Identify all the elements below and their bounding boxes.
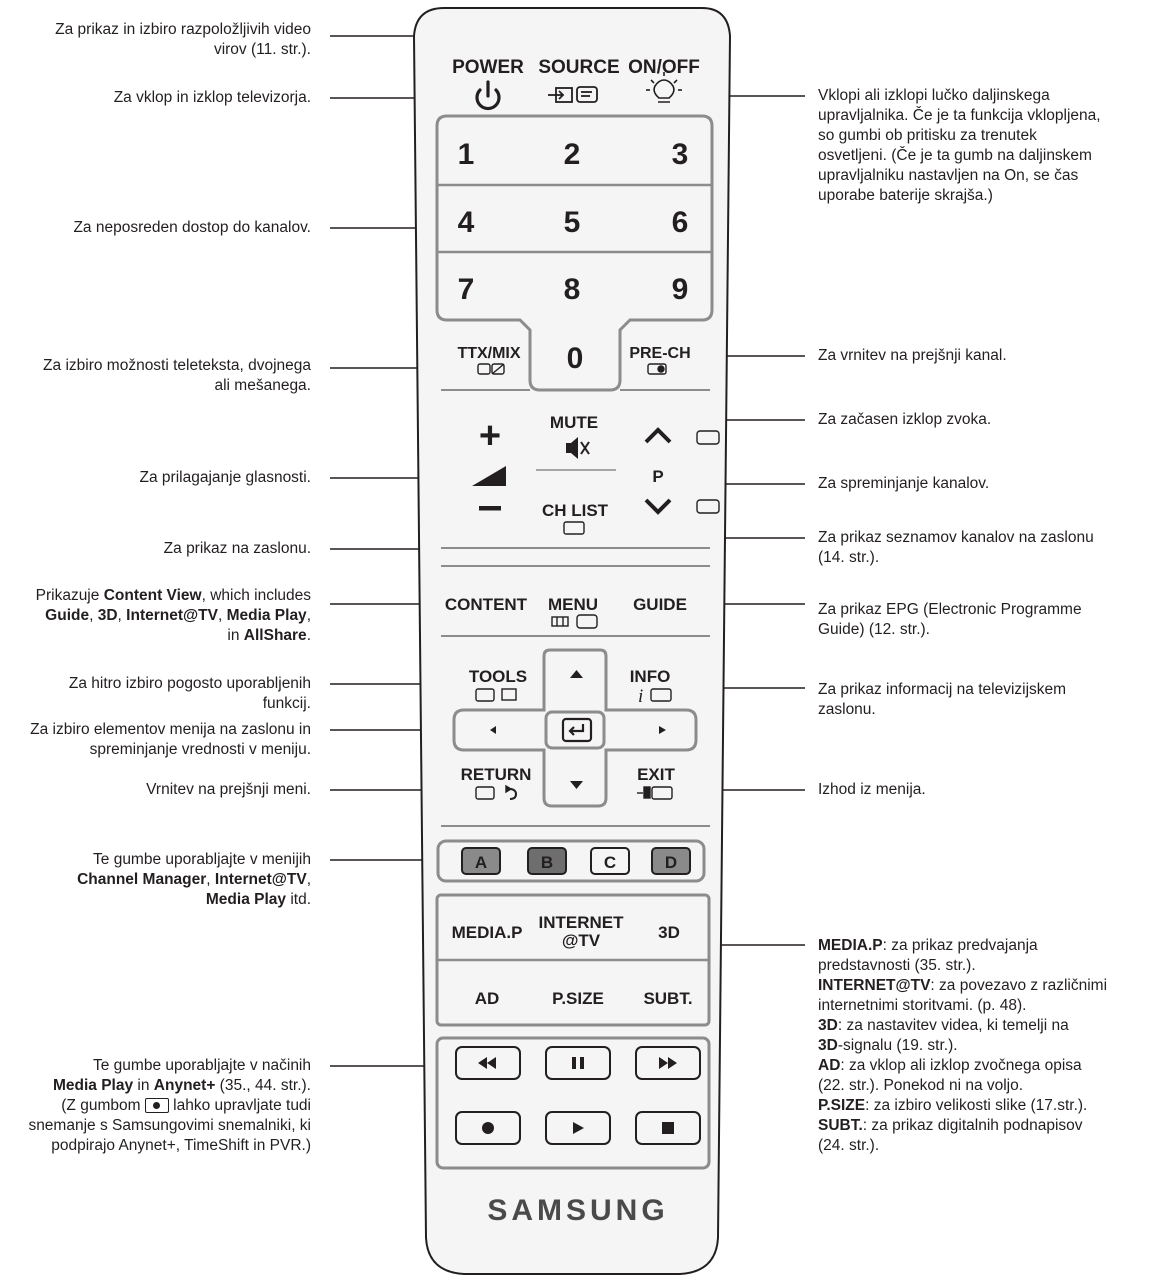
guide-button[interactable]: GUIDE	[633, 595, 687, 614]
content-button[interactable]: CONTENT	[444, 595, 528, 614]
ttx-mix-button[interactable]: TTX/MIX	[457, 345, 521, 362]
digit-0-button[interactable]: 0	[566, 342, 584, 375]
digit-3-button[interactable]: 3	[671, 138, 689, 171]
note-tools	[69, 674, 311, 714]
stop-icon	[662, 1122, 674, 1134]
note-info	[818, 680, 1066, 720]
color-button-d-label: D	[664, 853, 678, 872]
note-onoff-line2: upravljalnika. Če je ta funkcija vklopljena,	[818, 107, 1101, 124]
pre-ch-button[interactable]: PRE-CH	[629, 345, 691, 362]
note-media-buttons	[818, 936, 1148, 1156]
pause-button[interactable]	[546, 1047, 610, 1079]
note-ttx-line2: ali mešanega.	[214, 377, 311, 394]
note-source	[55, 20, 311, 60]
remote-body	[414, 8, 730, 1274]
volume-down-button[interactable]	[479, 506, 501, 511]
note-source-line1: Za prikaz in izbiro razpoložljivih video	[55, 21, 311, 38]
note-onoff-line6: uporabe baterije skrajša.)	[818, 187, 993, 204]
source-label: SOURCE	[538, 57, 620, 78]
note-media-buttons-line1: MEDIA.P: za prikaz predvajanja	[818, 937, 1038, 954]
note-power: Za vklop in izklop televizorja.	[113, 89, 311, 106]
internet-button-line2[interactable]: @TV	[561, 931, 601, 950]
3d-button[interactable]: 3D	[658, 923, 680, 942]
digit-5-button[interactable]: 5	[563, 206, 581, 239]
note-tools-line2: funkcij.	[262, 695, 311, 712]
note-color	[77, 850, 311, 910]
note-prech: Za vrnitev na prejšnji kanal.	[818, 347, 1007, 364]
info-button[interactable]: INFO	[629, 667, 671, 686]
note-media-line3: (Z gumbom lahko upravljate tudi	[61, 1097, 311, 1114]
color-button-c-label: C	[603, 853, 617, 872]
digit-8-button[interactable]: 8	[563, 273, 581, 306]
note-media-line5: podpirajo Anynet+, TimeShift in PVR.)	[51, 1137, 311, 1154]
color-button-b-label: B	[540, 853, 554, 872]
record-inline-icon	[145, 1098, 169, 1113]
note-media-buttons-line8: (22. str.). Ponekod ni na voljo.	[818, 1077, 1024, 1094]
note-guide	[818, 600, 1082, 640]
power-label: POWER	[452, 57, 524, 78]
note-volume: Za prilagajanje glasnosti.	[139, 469, 311, 486]
internet-button-line1[interactable]: INTERNET	[538, 913, 624, 932]
ch-list-button[interactable]: CH LIST	[541, 501, 609, 520]
p-size-button[interactable]: P.SIZE	[552, 989, 604, 1008]
note-media-buttons-line4: internetnimi storitvami. (p. 48).	[818, 997, 1027, 1014]
note-media	[28, 1056, 311, 1156]
note-onoff-line3: so gumbi ob pritisku za trenutek	[818, 127, 1037, 144]
note-ttx-line1: Za izbiro možnosti teleteksta, dvojnega	[43, 357, 311, 374]
digit-4-button[interactable]: 4	[457, 206, 475, 239]
note-source-line2: virov (11. str.).	[213, 41, 311, 58]
note-media-buttons-line2: predstavnosti (35. str.).	[818, 957, 976, 974]
note-content-line2: Guide, 3D, Internet@TV, Media Play,	[45, 607, 311, 624]
menu-button[interactable]: MENU	[547, 595, 599, 614]
samsung-logo: SAMSUNG	[487, 1194, 669, 1227]
note-content-line1: Prikazuje Content View, which includes	[35, 587, 311, 604]
digit-6-button[interactable]: 6	[671, 206, 689, 239]
note-media-line2: Media Play in Anynet+ (35., 44. str.).	[52, 1077, 311, 1094]
note-ttx	[43, 356, 311, 396]
note-menu: Za prikaz na zaslonu.	[163, 540, 311, 557]
note-onoff-line4: osvetljeni. (Če je ta gumb na daljinskem	[818, 147, 1092, 164]
tools-button[interactable]: TOOLS	[468, 667, 528, 686]
note-color-line2: Channel Manager, Internet@TV,	[77, 871, 311, 888]
note-content-line3: in AllShare.	[227, 627, 311, 644]
digit-9-button[interactable]: 9	[671, 273, 689, 306]
note-media-line4: snemanje s Samsungovimi snemalniki, ki	[28, 1117, 311, 1134]
mute-button[interactable]: MUTE	[549, 413, 599, 432]
note-media-buttons-line3: INTERNET@TV: za povezavo z različnimi	[818, 977, 1108, 994]
note-exit: Izhod iz menija.	[818, 781, 926, 798]
note-media-buttons-line6: 3D-signalu (19. str.).	[818, 1037, 958, 1054]
note-arrows-line1: Za izbiro elementov menija na zaslonu in	[30, 721, 311, 738]
note-chlist-line2: (14. str.).	[818, 549, 880, 566]
volume-up-button[interactable]: +	[478, 415, 502, 457]
exit-button[interactable]: EXIT	[637, 765, 675, 784]
note-tools-line1: Za hitro izbiro pogosto uporabljenih	[68, 675, 311, 692]
note-media-line1: Te gumbe uporabljajte v načinih	[93, 1057, 311, 1074]
note-color-line1: Te gumbe uporabljajte v menijih	[93, 851, 311, 868]
note-media-buttons-line5: 3D: za nastavitev videa, ki temelji na	[818, 1017, 1069, 1034]
digit-1-button[interactable]: 1	[457, 138, 475, 171]
media-p-button[interactable]: MEDIA.P	[451, 923, 523, 942]
ad-button[interactable]: AD	[474, 989, 500, 1008]
note-media-buttons-line7: AD: za vklop ali izklop zvočnega opisa	[818, 1057, 1082, 1074]
note-digits: Za neposreden dostop do kanalov.	[73, 219, 311, 236]
note-channel: Za spreminjanje kanalov.	[818, 475, 990, 492]
svg-text:i: i	[638, 686, 644, 707]
note-content	[36, 586, 311, 646]
note-return: Vrnitev na prejšnji meni.	[146, 781, 311, 798]
note-media-buttons-line10: SUBT.: za prikaz digitalnih podnapisov	[818, 1117, 1083, 1134]
onoff-label: ON/OFF	[628, 57, 700, 78]
note-guide-line2: Guide) (12. str.).	[818, 621, 930, 638]
note-media-buttons-line9: P.SIZE: za izbiro velikosti slike (17.str.).	[818, 1097, 1088, 1114]
note-media-buttons-line11: (24. str.).	[818, 1137, 880, 1154]
channel-p-label: P	[652, 467, 664, 486]
note-mute: Za začasen izklop zvoka.	[818, 411, 992, 428]
note-info-line1: Za prikaz informacij na televizijskem	[818, 681, 1067, 698]
note-arrows-line2: spreminjanje vrednosti v meniju.	[89, 741, 311, 758]
color-button-a-label: A	[474, 853, 488, 872]
note-onoff-line5: upravljalniku nastavljen na On, se čas	[818, 167, 1079, 184]
note-arrows	[30, 720, 311, 760]
note-info-line2: zaslonu.	[818, 701, 876, 718]
note-chlist-line1: Za prikaz seznamov kanalov na zaslonu	[818, 529, 1094, 546]
digit-7-button[interactable]: 7	[457, 273, 475, 306]
digit-2-button[interactable]: 2	[563, 138, 581, 171]
note-color-line3: Media Play itd.	[205, 891, 311, 908]
record-icon	[482, 1122, 494, 1134]
note-guide-line1: Za prikaz EPG (Electronic Programme	[818, 601, 1082, 618]
note-onoff	[818, 86, 1148, 206]
subt-button[interactable]: SUBT.	[643, 989, 693, 1008]
note-onoff-line1: Vklopi ali izklopi lučko daljinskega	[818, 87, 1050, 104]
note-chlist	[818, 528, 1094, 568]
return-button[interactable]: RETURN	[460, 765, 532, 784]
